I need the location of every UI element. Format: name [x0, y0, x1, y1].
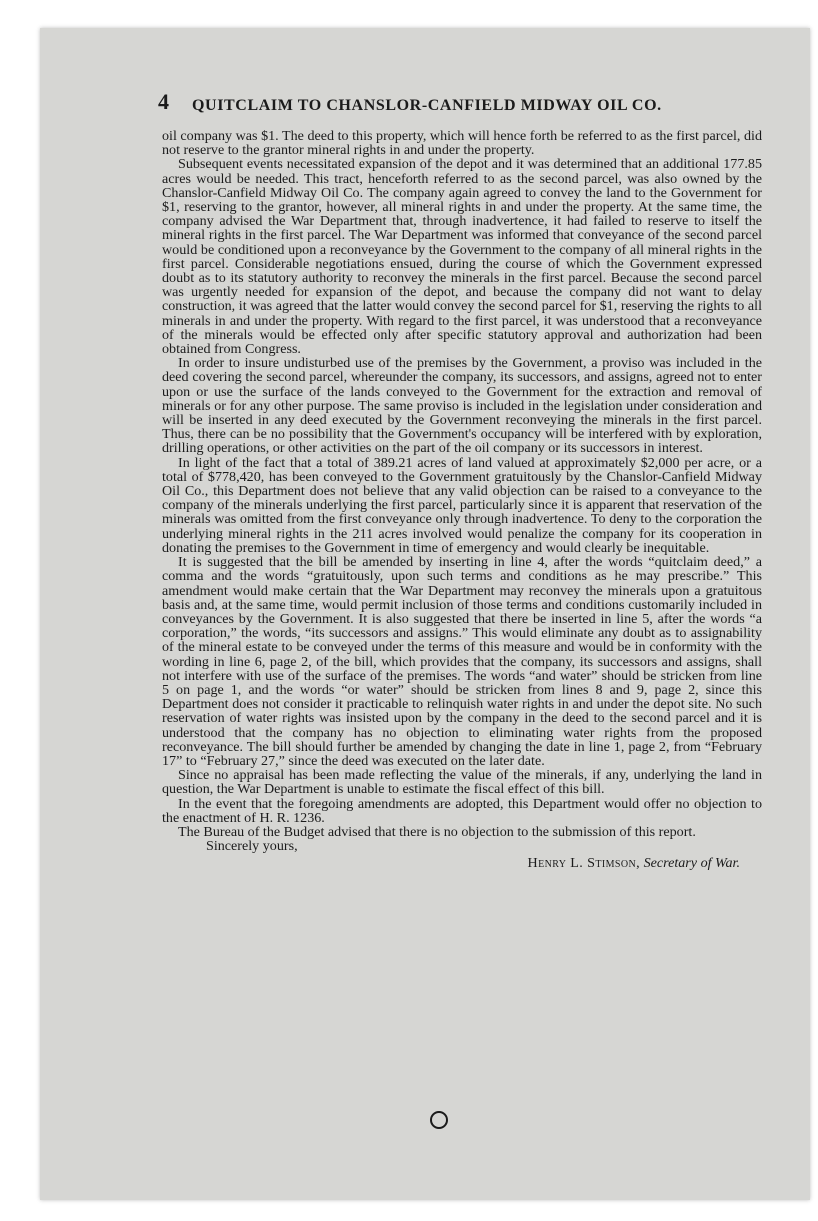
paragraph-4: In light of the fact that a total of 389.21 acres of land valued at approximately $2,000 per acre, or a total of $778,420, has been conveyed to the Government gratuitously by the Chanslor-Canfield Midway Oil Co., this Department does not believe that any valid objection can be raised to a conveyance to the company of the minerals underlying the first parcel, particularly since it is apparent that reservation of the minerals was omitted from the first conveyance only through inadvertence. To deny to the corporation the underlying mineral rights in the 211 acres involved would penalize the company for its cooperation in donating the premises to the Government in time of emergency and would clearly be inequitable.: [162, 454, 762, 556]
paragraph-5: It is suggested that the bill be amended by inserting in line 4, after the words “quitclaim deed,” a comma and the words “gratuitously, upon such terms and conditions as he may prescribe.” This amendment would make certain that the War Department may reconvey the minerals upon a gratuitous basis and, at the same time, would permit inclusion of those terms and conditions customarily included in conveyances by the Government. It is also suggested that there be inserted in line 5, after the words “a corporation,” the words, “its successors and assigns.” This would eliminate any doubt as to assignability of the mineral estate to be conveyed under the terms of this measure and would be in conformity with the wording in line 6, page 2, of the bill, which provides that the company, its successors and assigns, shall not interfere with use of the surface of the premises. The words “and water” should be stricken from line 5 on page 1, and the words “or water” should be stricken from lines 8 and 9, page 2, since this Department does not consider it practicable to relinquish water rights in and under the depot site. No such reservation of water rights was insisted upon by the company in the deed to the second parcel and it is understood that the company has no objection to eliminating water rights from the proposed reconveyance. The bill should further be amended by changing the date in line 1, page 2, from “February 17” to “February 27,” since the deed was executed on the later date.: [162, 554, 762, 769]
signatory-name: Henry L. Stimson,: [527, 855, 641, 872]
paragraph-6: Since no appraisal has been made reflecting the value of the minerals, if any, underlying the land in question, the War Department is unable to estimate the fiscal effect of this bill.: [162, 767, 762, 798]
page-content: [158, 89, 762, 872]
page-header: [158, 89, 762, 129]
closing-line: Sincerely yours,: [206, 838, 298, 855]
page-number: 4: [158, 89, 169, 114]
printer-circle-mark: [430, 1111, 448, 1129]
paragraph-7: In the event that the foregoing amendments are adopted, this Department would offer no objection to the enactment of H. R. 1236.: [162, 795, 762, 826]
document-page: [40, 28, 810, 1200]
signatory-title: Secretary of War.: [643, 855, 740, 872]
paragraph-1: oil company was $1. The deed to this property, which will hence forth be referred to as the first parcel, did not reserve to the grantor mineral rights in and under the property.: [162, 128, 762, 159]
paragraph-8: The Bureau of the Budget advised that there is no objection to the submission of this report.: [178, 823, 696, 840]
paragraph-2: Subsequent events necessitated expansion of the depot and it was determined that an additional 177.85 acres would be needed. This tract, henceforth referred to as the second parcel, was also owned by the Chanslor-Canfield Midway Oil Co. The company again agreed to convey the land to the Government for $1, reserving to the grantor, however, all mineral rights in and under the property. At the same time, the company advised the War Department that, through inadvertence, it had failed to reserve to itself the mineral rights in the first parcel. The War Department was informed that conveyance of the second parcel would be conditioned upon a reconveyance by the Government to the company of all mineral rights in the first parcel. Considerable negotiations ensued, during the course of which the Government expressed doubt as to its statutory authority to reconvey the minerals in the first parcel. Because the second parcel was urgently needed for expansion of the depot, and because the company did not want to delay construction, it was agreed that the latter would convey the second parcel for $1, reserving the rights to all minerals in and under the property. With regard to the first parcel, it was understood that a reconveyance of the minerals would be effected only after specific statutory approval and authorization had been obtained from Congress.: [162, 156, 762, 358]
running-title: QUITCLAIM TO CHANSLOR-CANFIELD MIDWAY OIL CO.: [192, 97, 662, 114]
signature-block: [162, 856, 762, 870]
paragraph-3: In order to insure undisturbed use of the premises by the Government, a proviso was included in the deed covering the second parcel, whereunder the company, its successors, and assigns, agreed not to enter upon or use the surface of the lands conveyed to the Government for the extraction and removal of minerals or for any other purpose. The same proviso is included in the legislation under consideration and will be inserted in any deed executed by the Government reconveying the minerals in the first parcel. Thus, there can be no possibility that the Government's occupancy will be interfered with by exploration, drilling operations, or other activities on the part of the oil company or its successors in interest.: [162, 355, 762, 457]
